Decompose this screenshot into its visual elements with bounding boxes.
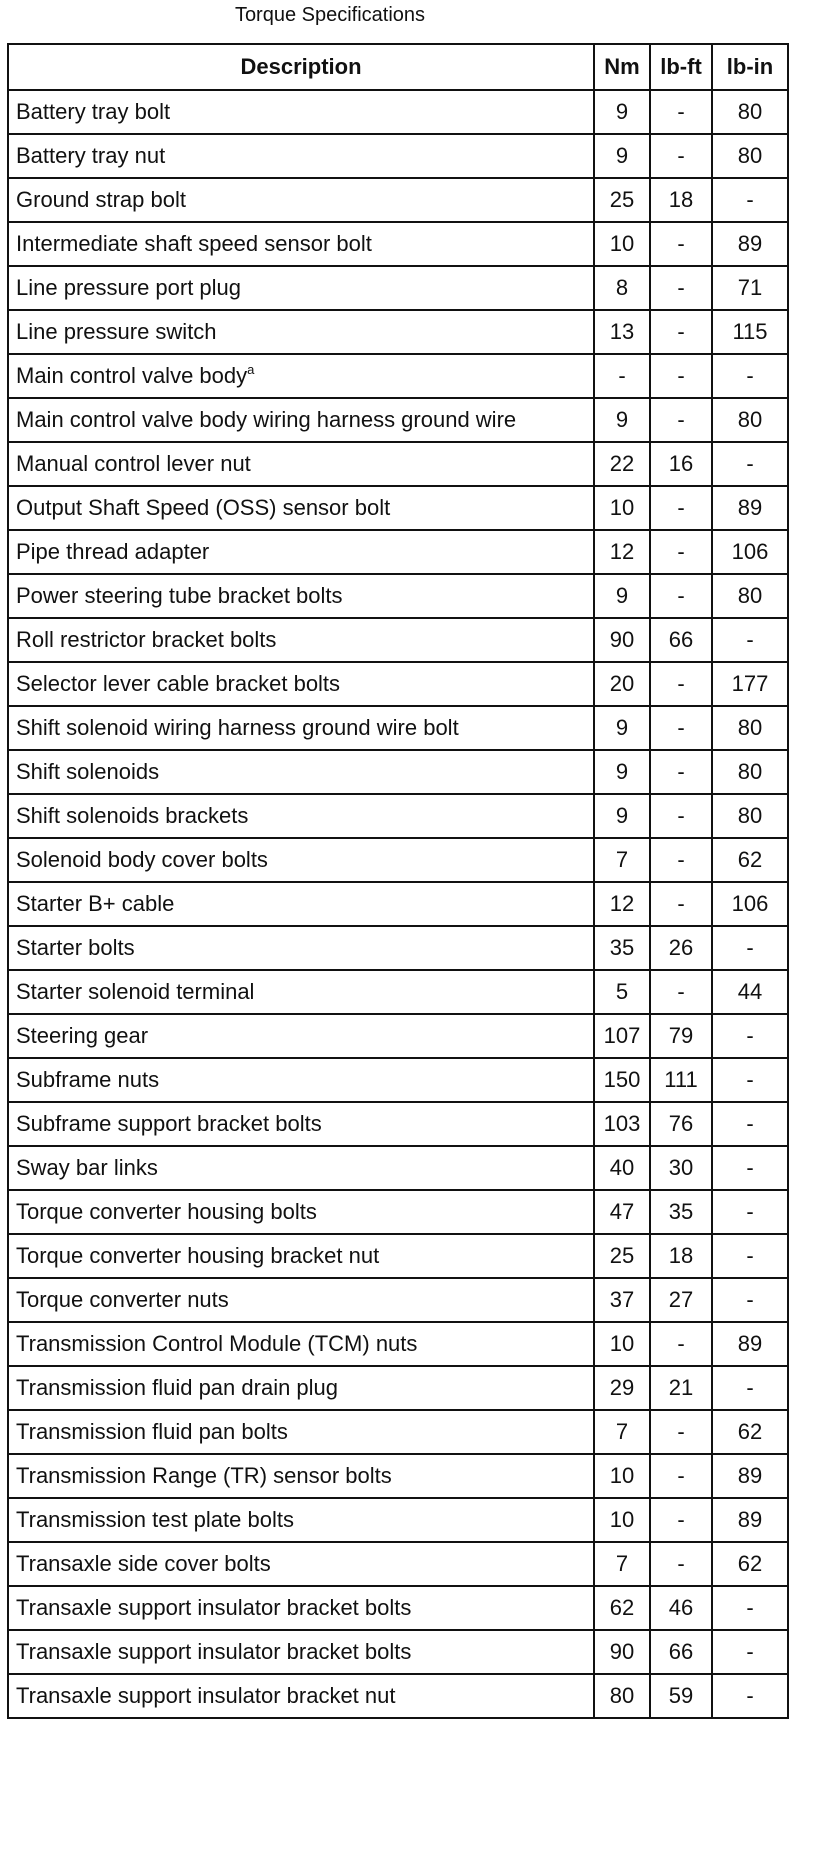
lb-ft-cell: 66 <box>650 618 712 662</box>
nm-cell: - <box>594 354 650 398</box>
table-row <box>8 882 788 926</box>
lb-in-cell: 115 <box>712 310 788 354</box>
description-text: Intermediate shaft speed sensor bolt <box>16 231 372 256</box>
table-row <box>8 1542 788 1586</box>
table-row <box>8 90 788 134</box>
nm-cell: 107 <box>594 1014 650 1058</box>
lb-ft-cell: - <box>650 750 712 794</box>
lb-in-cell: - <box>712 1630 788 1674</box>
table-row <box>8 1146 788 1190</box>
description-cell <box>8 1234 594 1278</box>
lb-in-cell: - <box>712 1102 788 1146</box>
lb-ft-cell: 18 <box>650 178 712 222</box>
description-cell <box>8 838 594 882</box>
table-body <box>8 90 788 1718</box>
nm-cell: 7 <box>594 838 650 882</box>
lb-in-cell: 80 <box>712 398 788 442</box>
nm-cell: 13 <box>594 310 650 354</box>
description-cell <box>8 794 594 838</box>
description-text: Ground strap bolt <box>16 187 186 212</box>
description-text: Starter B+ cable <box>16 891 175 916</box>
nm-cell: 40 <box>594 1146 650 1190</box>
lb-in-cell: - <box>712 1014 788 1058</box>
nm-cell: 9 <box>594 574 650 618</box>
lb-ft-cell: - <box>650 706 712 750</box>
description-cell <box>8 134 594 178</box>
table-row <box>8 574 788 618</box>
lb-in-cell: 177 <box>712 662 788 706</box>
nm-cell: 20 <box>594 662 650 706</box>
description-text: Shift solenoids <box>16 759 160 784</box>
description-text: Line pressure port plug <box>16 275 242 300</box>
description-cell <box>8 574 594 618</box>
table-row <box>8 354 788 398</box>
nm-cell: 10 <box>594 1322 650 1366</box>
lb-in-cell: 80 <box>712 90 788 134</box>
description-cell <box>8 442 594 486</box>
description-cell <box>8 1498 594 1542</box>
nm-cell: 150 <box>594 1058 650 1102</box>
lb-ft-cell: 30 <box>650 1146 712 1190</box>
description-cell <box>8 354 594 398</box>
lb-in-cell: - <box>712 926 788 970</box>
nm-cell: 9 <box>594 90 650 134</box>
nm-cell: 10 <box>594 222 650 266</box>
footnote-marker: a <box>247 362 255 377</box>
lb-in-cell: - <box>712 1190 788 1234</box>
description-text: Main control valve body <box>16 363 248 388</box>
description-text: Transmission test plate bolts <box>16 1507 294 1532</box>
description-cell <box>8 1586 594 1630</box>
lb-ft-cell: - <box>650 574 712 618</box>
description-text: Torque converter housing bolts <box>16 1199 317 1224</box>
nm-cell: 10 <box>594 1498 650 1542</box>
description-text: Starter solenoid terminal <box>16 979 255 1004</box>
description-text: Line pressure switch <box>16 319 217 344</box>
lb-ft-cell: 111 <box>650 1058 712 1102</box>
lb-ft-cell: - <box>650 1498 712 1542</box>
table-row <box>8 970 788 1014</box>
nm-cell: 90 <box>594 1630 650 1674</box>
lb-in-cell: 62 <box>712 1542 788 1586</box>
column-header-description: Description <box>8 44 594 90</box>
lb-ft-cell: - <box>650 486 712 530</box>
description-cell <box>8 882 594 926</box>
table-header-row <box>8 44 788 90</box>
nm-cell: 8 <box>594 266 650 310</box>
description-cell <box>8 1014 594 1058</box>
table-row <box>8 486 788 530</box>
description-cell <box>8 662 594 706</box>
description-cell <box>8 1454 594 1498</box>
table-row <box>8 750 788 794</box>
lb-ft-cell: - <box>650 530 712 574</box>
table-row <box>8 530 788 574</box>
description-cell <box>8 1058 594 1102</box>
lb-in-cell: - <box>712 1234 788 1278</box>
nm-cell: 37 <box>594 1278 650 1322</box>
lb-in-cell: 106 <box>712 882 788 926</box>
description-cell <box>8 970 594 1014</box>
lb-in-cell: 62 <box>712 1410 788 1454</box>
description-cell <box>8 530 594 574</box>
lb-in-cell: 80 <box>712 750 788 794</box>
lb-ft-cell: - <box>650 354 712 398</box>
column-header-lb-in: lb-in <box>712 44 788 90</box>
table-row <box>8 1278 788 1322</box>
table-row <box>8 1586 788 1630</box>
description-cell <box>8 398 594 442</box>
description-cell <box>8 1146 594 1190</box>
page-title: Torque Specifications <box>234 4 426 26</box>
lb-ft-cell: - <box>650 662 712 706</box>
description-text: Transaxle support insulator bracket bolts <box>16 1595 412 1620</box>
description-text: Solenoid body cover bolts <box>16 847 268 872</box>
description-cell <box>8 1278 594 1322</box>
nm-cell: 80 <box>594 1674 650 1718</box>
description-cell <box>8 310 594 354</box>
lb-in-cell: - <box>712 1366 788 1410</box>
nm-cell: 9 <box>594 134 650 178</box>
lb-ft-cell: - <box>650 222 712 266</box>
lb-ft-cell: 26 <box>650 926 712 970</box>
nm-cell: 90 <box>594 618 650 662</box>
description-text: Torque converter nuts <box>16 1287 229 1312</box>
column-header-lb-ft: lb-ft <box>650 44 712 90</box>
lb-ft-cell: 16 <box>650 442 712 486</box>
nm-cell: 9 <box>594 794 650 838</box>
table-row <box>8 1630 788 1674</box>
lb-ft-cell: - <box>650 794 712 838</box>
description-cell <box>8 1190 594 1234</box>
lb-in-cell: 106 <box>712 530 788 574</box>
description-text: Torque converter housing bracket nut <box>16 1243 380 1268</box>
lb-in-cell: 44 <box>712 970 788 1014</box>
description-text: Subframe nuts <box>16 1067 160 1092</box>
nm-cell: 103 <box>594 1102 650 1146</box>
nm-cell: 25 <box>594 178 650 222</box>
lb-in-cell: - <box>712 442 788 486</box>
description-cell <box>8 178 594 222</box>
lb-in-cell: 80 <box>712 794 788 838</box>
description-cell <box>8 750 594 794</box>
lb-in-cell: - <box>712 1058 788 1102</box>
table-row <box>8 1410 788 1454</box>
description-cell <box>8 222 594 266</box>
lb-ft-cell: - <box>650 1454 712 1498</box>
table-row <box>8 442 788 486</box>
description-text: Shift solenoids brackets <box>16 803 249 828</box>
description-text: Pipe thread adapter <box>16 539 210 564</box>
lb-ft-cell: 18 <box>650 1234 712 1278</box>
nm-cell: 7 <box>594 1542 650 1586</box>
lb-in-cell: 89 <box>712 486 788 530</box>
table-row <box>8 134 788 178</box>
nm-cell: 29 <box>594 1366 650 1410</box>
nm-cell: 9 <box>594 398 650 442</box>
nm-cell: 12 <box>594 882 650 926</box>
lb-in-cell: - <box>712 178 788 222</box>
table-row <box>8 838 788 882</box>
lb-in-cell: 80 <box>712 574 788 618</box>
description-cell <box>8 706 594 750</box>
lb-in-cell: - <box>712 1278 788 1322</box>
table-row <box>8 662 788 706</box>
description-text: Transaxle support insulator bracket bolts <box>16 1639 412 1664</box>
table-row <box>8 618 788 662</box>
description-text: Transmission Range (TR) sensor bolts <box>16 1463 392 1488</box>
lb-in-cell: 89 <box>712 222 788 266</box>
description-text: Sway bar links <box>16 1155 158 1180</box>
table-row <box>8 1102 788 1146</box>
table-row <box>8 398 788 442</box>
nm-cell: 12 <box>594 530 650 574</box>
description-text: Subframe support bracket bolts <box>16 1111 322 1136</box>
lb-ft-cell: - <box>650 1410 712 1454</box>
lb-ft-cell: - <box>650 134 712 178</box>
table-row <box>8 1190 788 1234</box>
description-text: Transmission fluid pan drain plug <box>16 1375 339 1400</box>
lb-ft-cell: 35 <box>650 1190 712 1234</box>
nm-cell: 10 <box>594 1454 650 1498</box>
lb-in-cell: - <box>712 1674 788 1718</box>
lb-in-cell: - <box>712 618 788 662</box>
table-row <box>8 706 788 750</box>
nm-cell: 25 <box>594 1234 650 1278</box>
description-text: Steering gear <box>16 1023 149 1048</box>
table-row <box>8 1058 788 1102</box>
lb-ft-cell: 76 <box>650 1102 712 1146</box>
lb-in-cell: - <box>712 1586 788 1630</box>
description-cell <box>8 266 594 310</box>
lb-in-cell: 80 <box>712 706 788 750</box>
table-row <box>8 1234 788 1278</box>
lb-ft-cell: 21 <box>650 1366 712 1410</box>
table-row <box>8 222 788 266</box>
lb-ft-cell: 27 <box>650 1278 712 1322</box>
description-cell <box>8 618 594 662</box>
description-cell <box>8 486 594 530</box>
lb-ft-cell: 79 <box>650 1014 712 1058</box>
table-row <box>8 266 788 310</box>
lb-ft-cell: - <box>650 838 712 882</box>
description-cell <box>8 1102 594 1146</box>
nm-cell: 9 <box>594 750 650 794</box>
nm-cell: 62 <box>594 1586 650 1630</box>
nm-cell: 10 <box>594 486 650 530</box>
lb-ft-cell: - <box>650 970 712 1014</box>
table-row <box>8 178 788 222</box>
lb-ft-cell: 59 <box>650 1674 712 1718</box>
table-row <box>8 1322 788 1366</box>
table-row <box>8 310 788 354</box>
nm-cell: 47 <box>594 1190 650 1234</box>
table-row <box>8 1674 788 1718</box>
description-text: Transaxle support insulator bracket nut <box>16 1683 396 1708</box>
lb-ft-cell: - <box>650 90 712 134</box>
lb-in-cell: - <box>712 354 788 398</box>
description-cell <box>8 1410 594 1454</box>
description-cell <box>8 1630 594 1674</box>
nm-cell: 35 <box>594 926 650 970</box>
description-text: Power steering tube bracket bolts <box>16 583 343 608</box>
nm-cell: 5 <box>594 970 650 1014</box>
description-text: Battery tray bolt <box>16 99 171 124</box>
lb-ft-cell: 46 <box>650 1586 712 1630</box>
table-row <box>8 1454 788 1498</box>
lb-ft-cell: - <box>650 882 712 926</box>
table-row <box>8 1014 788 1058</box>
description-text: Roll restrictor bracket bolts <box>16 627 277 652</box>
lb-ft-cell: - <box>650 1542 712 1586</box>
description-cell <box>8 1674 594 1718</box>
lb-in-cell: 62 <box>712 838 788 882</box>
column-header-nm: Nm <box>594 44 650 90</box>
lb-ft-cell: - <box>650 1322 712 1366</box>
lb-in-cell: 80 <box>712 134 788 178</box>
description-cell <box>8 926 594 970</box>
lb-ft-cell: - <box>650 310 712 354</box>
nm-cell: 7 <box>594 1410 650 1454</box>
description-text: Main control valve body wiring harness ground wire <box>16 407 517 432</box>
lb-in-cell: 89 <box>712 1498 788 1542</box>
description-text: Selector lever cable bracket bolts <box>16 671 341 696</box>
description-text: Output Shaft Speed (OSS) sensor bolt <box>16 495 391 520</box>
description-cell <box>8 1322 594 1366</box>
description-text: Battery tray nut <box>16 143 166 168</box>
description-text: Starter bolts <box>16 935 135 960</box>
description-cell <box>8 90 594 134</box>
table-row <box>8 794 788 838</box>
lb-in-cell: 89 <box>712 1322 788 1366</box>
lb-ft-cell: - <box>650 398 712 442</box>
lb-ft-cell: - <box>650 266 712 310</box>
lb-in-cell: 71 <box>712 266 788 310</box>
lb-ft-cell: 66 <box>650 1630 712 1674</box>
table-row <box>8 1366 788 1410</box>
table-row <box>8 1498 788 1542</box>
nm-cell: 22 <box>594 442 650 486</box>
table-row <box>8 926 788 970</box>
description-cell <box>8 1542 594 1586</box>
description-text: Transmission Control Module (TCM) nuts <box>16 1331 418 1356</box>
description-text: Shift solenoid wiring harness ground wire bolt <box>16 715 459 740</box>
torque-spec-table <box>7 43 789 1719</box>
nm-cell: 9 <box>594 706 650 750</box>
description-text: Manual control lever nut <box>16 451 251 476</box>
lb-in-cell: - <box>712 1146 788 1190</box>
description-text: Transmission fluid pan bolts <box>16 1419 288 1444</box>
description-cell <box>8 1366 594 1410</box>
lb-in-cell: 89 <box>712 1454 788 1498</box>
description-text: Transaxle side cover bolts <box>16 1551 271 1576</box>
